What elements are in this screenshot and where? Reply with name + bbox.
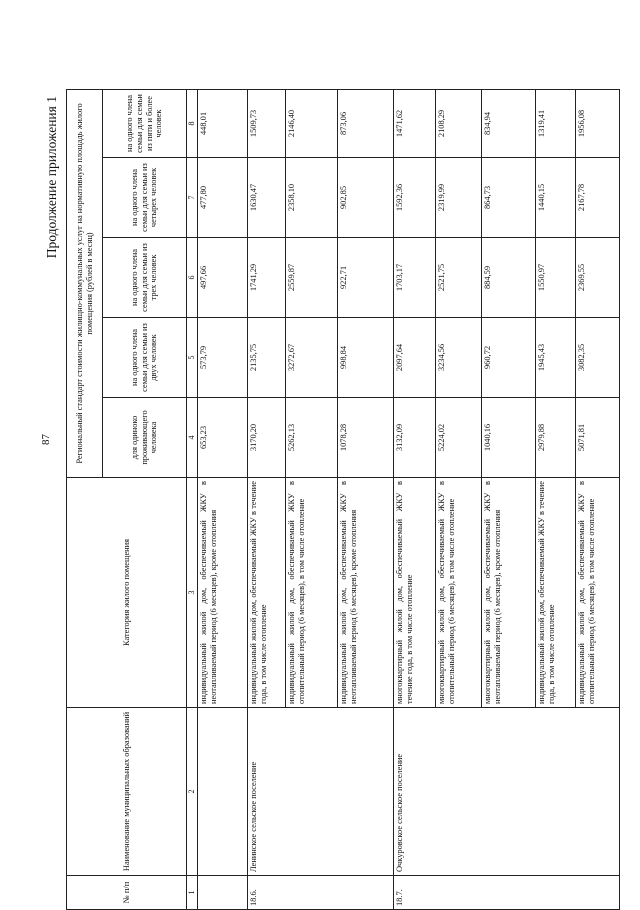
value-cell: 2108,29 xyxy=(436,90,482,158)
column-number: 3 xyxy=(187,478,198,708)
rotated-page xyxy=(42,90,596,910)
value-cell: 3170,20 xyxy=(248,398,286,478)
value-cell: 5262,13 xyxy=(286,398,338,478)
row-number xyxy=(286,876,338,910)
column-number: 4 xyxy=(187,398,198,478)
value-cell: 477,80 xyxy=(198,158,248,238)
value-cell: 2146,40 xyxy=(286,90,338,158)
row-number xyxy=(198,876,248,910)
value-cell: 448,01 xyxy=(198,90,248,158)
category-cell: индивидуальный жилой дом, обеспечиваемый ЖКУ в неотапливаемый период (6 месяцев), кроме отопления xyxy=(198,478,248,708)
value-cell: 1741,29 xyxy=(248,238,286,318)
column-number: 5 xyxy=(187,318,198,398)
row-number: 18.7. xyxy=(394,876,436,910)
value-cell: 653,23 xyxy=(198,398,248,478)
value-cell: 2358,10 xyxy=(286,158,338,238)
header-family-2: на одного члена семьи для семьи из двух человек xyxy=(103,318,187,398)
value-cell: 1440,15 xyxy=(536,158,576,238)
municipality-name xyxy=(338,708,394,876)
municipality-name xyxy=(576,708,620,876)
municipality-name: Ленинское сельское поселение xyxy=(248,708,286,876)
value-cell: 497,66 xyxy=(198,238,248,318)
value-cell: 2319,99 xyxy=(436,158,482,238)
value-cell: 1703,17 xyxy=(394,238,436,318)
value-cell: 2521,75 xyxy=(436,238,482,318)
value-cell: 834,94 xyxy=(482,90,536,158)
header-no: № п/п xyxy=(67,876,187,910)
value-cell: 873,06 xyxy=(338,90,394,158)
municipality-name xyxy=(436,708,482,876)
header-family-5: на одного члена семьи для семьи из пяти и более человек xyxy=(103,90,187,158)
municipality-name xyxy=(536,708,576,876)
value-cell: 5071,81 xyxy=(576,398,620,478)
value-cell: 1471,62 xyxy=(394,90,436,158)
value-cell: 3272,67 xyxy=(286,318,338,398)
continuation-title: Продолжение приложения 1 xyxy=(44,96,59,259)
value-cell: 960,72 xyxy=(482,318,536,398)
value-cell: 1550,97 xyxy=(536,238,576,318)
row-number xyxy=(436,876,482,910)
value-cell: 573,79 xyxy=(198,318,248,398)
category-cell: индивидуальный жилой дом, обеспечиваемый ЖКУ в неотапливаемый период (6 месяцев), кроме отопления xyxy=(338,478,394,708)
value-cell: 3132,09 xyxy=(394,398,436,478)
value-cell: 2559,87 xyxy=(286,238,338,318)
header-municipality: Наименование муниципальных образований xyxy=(67,708,187,876)
value-cell: 1956,08 xyxy=(576,90,620,158)
value-cell: 1078,28 xyxy=(338,398,394,478)
value-cell: 2167,78 xyxy=(576,158,620,238)
column-number: 7 xyxy=(187,158,198,238)
municipality-name xyxy=(198,708,248,876)
header-standard-group: Региональный стандарт стоимости жилищно-коммунальных услуг на нормативную площадь жилого помещения (рублей в месяц) xyxy=(67,90,103,478)
value-cell: 884,59 xyxy=(482,238,536,318)
column-number: 6 xyxy=(187,238,198,318)
column-number: 1 xyxy=(187,876,198,910)
value-cell: 2097,64 xyxy=(394,318,436,398)
category-cell: индивидуальный жилой дом, обеспечиваемый ЖКУ в течение года, в том числе отопление xyxy=(536,478,576,708)
column-number: 8 xyxy=(187,90,198,158)
value-cell: 1630,47 xyxy=(248,158,286,238)
row-number xyxy=(338,876,394,910)
value-cell: 1319,41 xyxy=(536,90,576,158)
row-number xyxy=(576,876,620,910)
value-cell: 1040,16 xyxy=(482,398,536,478)
value-cell: 1945,43 xyxy=(536,318,576,398)
header-single: для одиноко проживающего человека xyxy=(103,398,187,478)
value-cell: 1509,73 xyxy=(248,90,286,158)
value-cell: 902,85 xyxy=(338,158,394,238)
value-cell: 998,84 xyxy=(338,318,394,398)
value-cell: 2135,75 xyxy=(248,318,286,398)
row-number xyxy=(482,876,536,910)
value-cell: 1592,36 xyxy=(394,158,436,238)
municipality-name xyxy=(482,708,536,876)
category-cell: многоквартирный жилой дом, обеспечиваемый ЖКУ в отопительный период (6 месяцев), в том числе отопление xyxy=(436,478,482,708)
category-cell: индивидуальный жилой дом, обеспечиваемый ЖКУ в отопительный период (6 месяцев), в том числе отопление xyxy=(286,478,338,708)
category-cell: индивидуальный жилой дом, обеспечиваемый ЖКУ в течение года, в том числе отопление xyxy=(248,478,286,708)
page-number: 87 xyxy=(40,434,52,445)
municipality-name xyxy=(286,708,338,876)
value-cell: 3082,35 xyxy=(576,318,620,398)
municipality-name: Очкуровское сельское поселение xyxy=(394,708,436,876)
value-cell: 3234,56 xyxy=(436,318,482,398)
row-number: 18.6. xyxy=(248,876,286,910)
tariff-table xyxy=(66,89,620,910)
value-cell: 5224,02 xyxy=(436,398,482,478)
category-cell: индивидуальный жилой дом, обеспечиваемый ЖКУ в отопительный период (6 месяцев), в том числе отопление xyxy=(576,478,620,708)
category-cell: многоквартирный жилой дом, обеспечиваемый ЖКУ в неотапливаемый период (6 месяцев), кроме отопления xyxy=(482,478,536,708)
header-family-4: на одного члена семьи для семьи из четырех человек xyxy=(103,158,187,238)
column-number: 2 xyxy=(187,708,198,876)
value-cell: 2369,55 xyxy=(576,238,620,318)
value-cell: 2979,88 xyxy=(536,398,576,478)
category-cell: многоквартирный жилой дом, обеспечиваемый ЖКУ в течение года, в том числе отопление xyxy=(394,478,436,708)
value-cell: 922,71 xyxy=(338,238,394,318)
header-category: Категория жилого помещения xyxy=(67,478,187,708)
header-family-3: на одного члена семьи для семьи из трех человек xyxy=(103,238,187,318)
value-cell: 864,73 xyxy=(482,158,536,238)
row-number xyxy=(536,876,576,910)
